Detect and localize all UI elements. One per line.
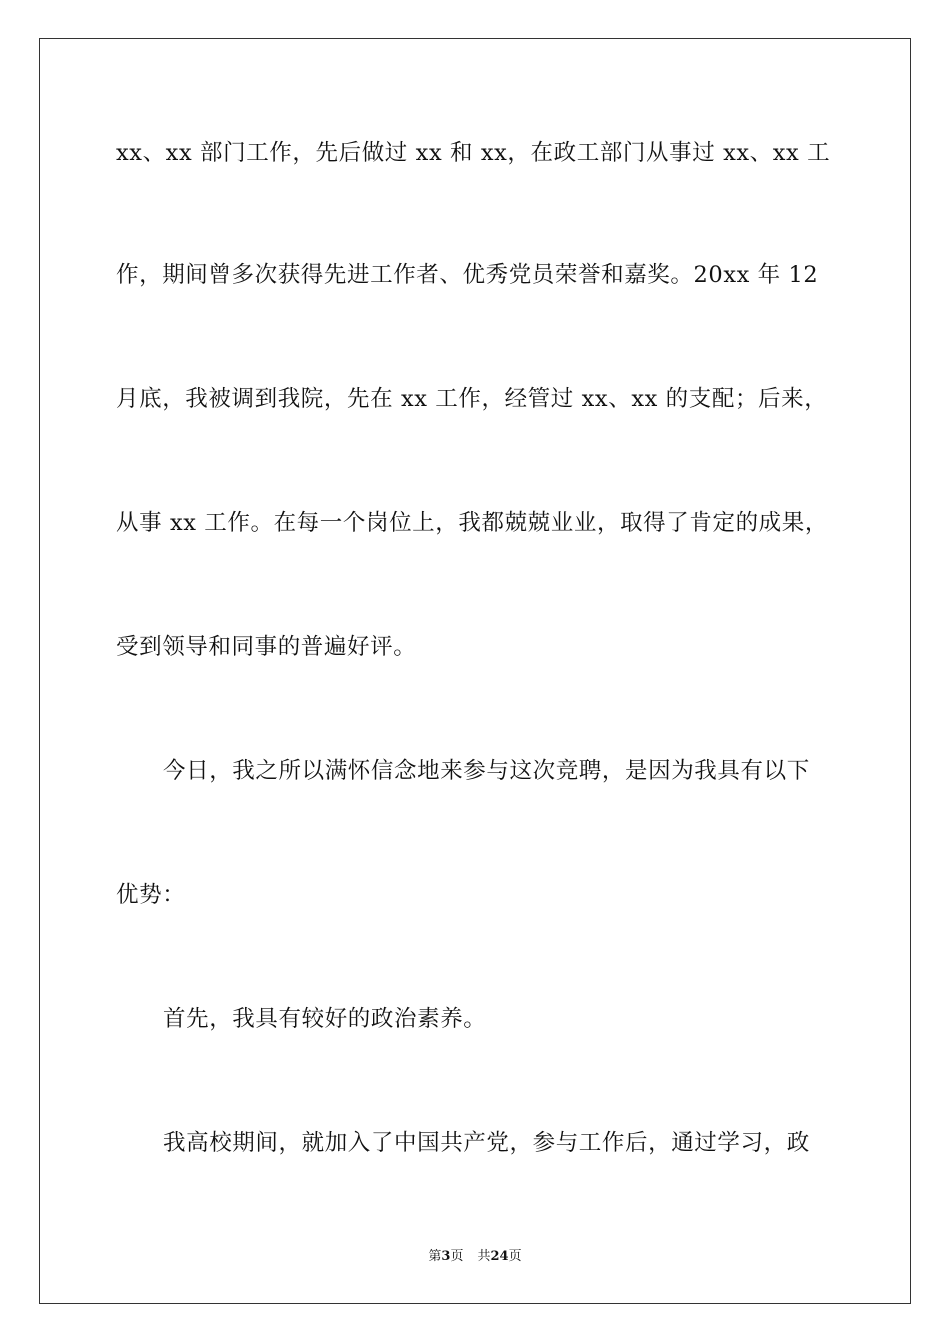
body-line-4: 从事 xx 工作。在每一个岗位上，我都兢兢业业，取得了肯定的成果，: [116, 510, 828, 536]
footer-total-pages: 24: [490, 1249, 509, 1264]
page-border: [39, 38, 911, 1304]
body-line-2: 作，期间曾多次获得先进工作者、优秀党员荣誉和嘉奖。20xx 年 12: [116, 262, 819, 288]
footer-page-prefix: 第: [428, 1249, 442, 1264]
footer-page-suffix: 页: [450, 1249, 464, 1264]
footer-page-number: 3: [441, 1249, 451, 1264]
body-line-9: 我高校期间，就加入了中国共产党，参与工作后，通过学习，政: [163, 1130, 810, 1156]
footer-total-prefix: 共: [477, 1249, 491, 1264]
page-footer: [0, 1248, 950, 1266]
body-line-1: xx、xx 部门工作，先后做过 xx 和 xx，在政工部门从事过 xx、xx 工: [116, 140, 831, 166]
body-line-8: 首先，我具有较好的政治素养。: [163, 1006, 487, 1032]
body-line-6: 今日，我之所以满怀信念地来参与这次竞聘，是因为我具有以下: [163, 758, 810, 784]
body-line-7: 优势：: [116, 882, 186, 908]
body-line-5: 受到领导和同事的普遍好评。: [116, 634, 417, 660]
footer-total-suffix: 页: [508, 1249, 522, 1264]
body-line-3: 月底，我被调到我院，先在 xx 工作，经管过 xx、xx 的支配；后来，: [116, 386, 828, 412]
